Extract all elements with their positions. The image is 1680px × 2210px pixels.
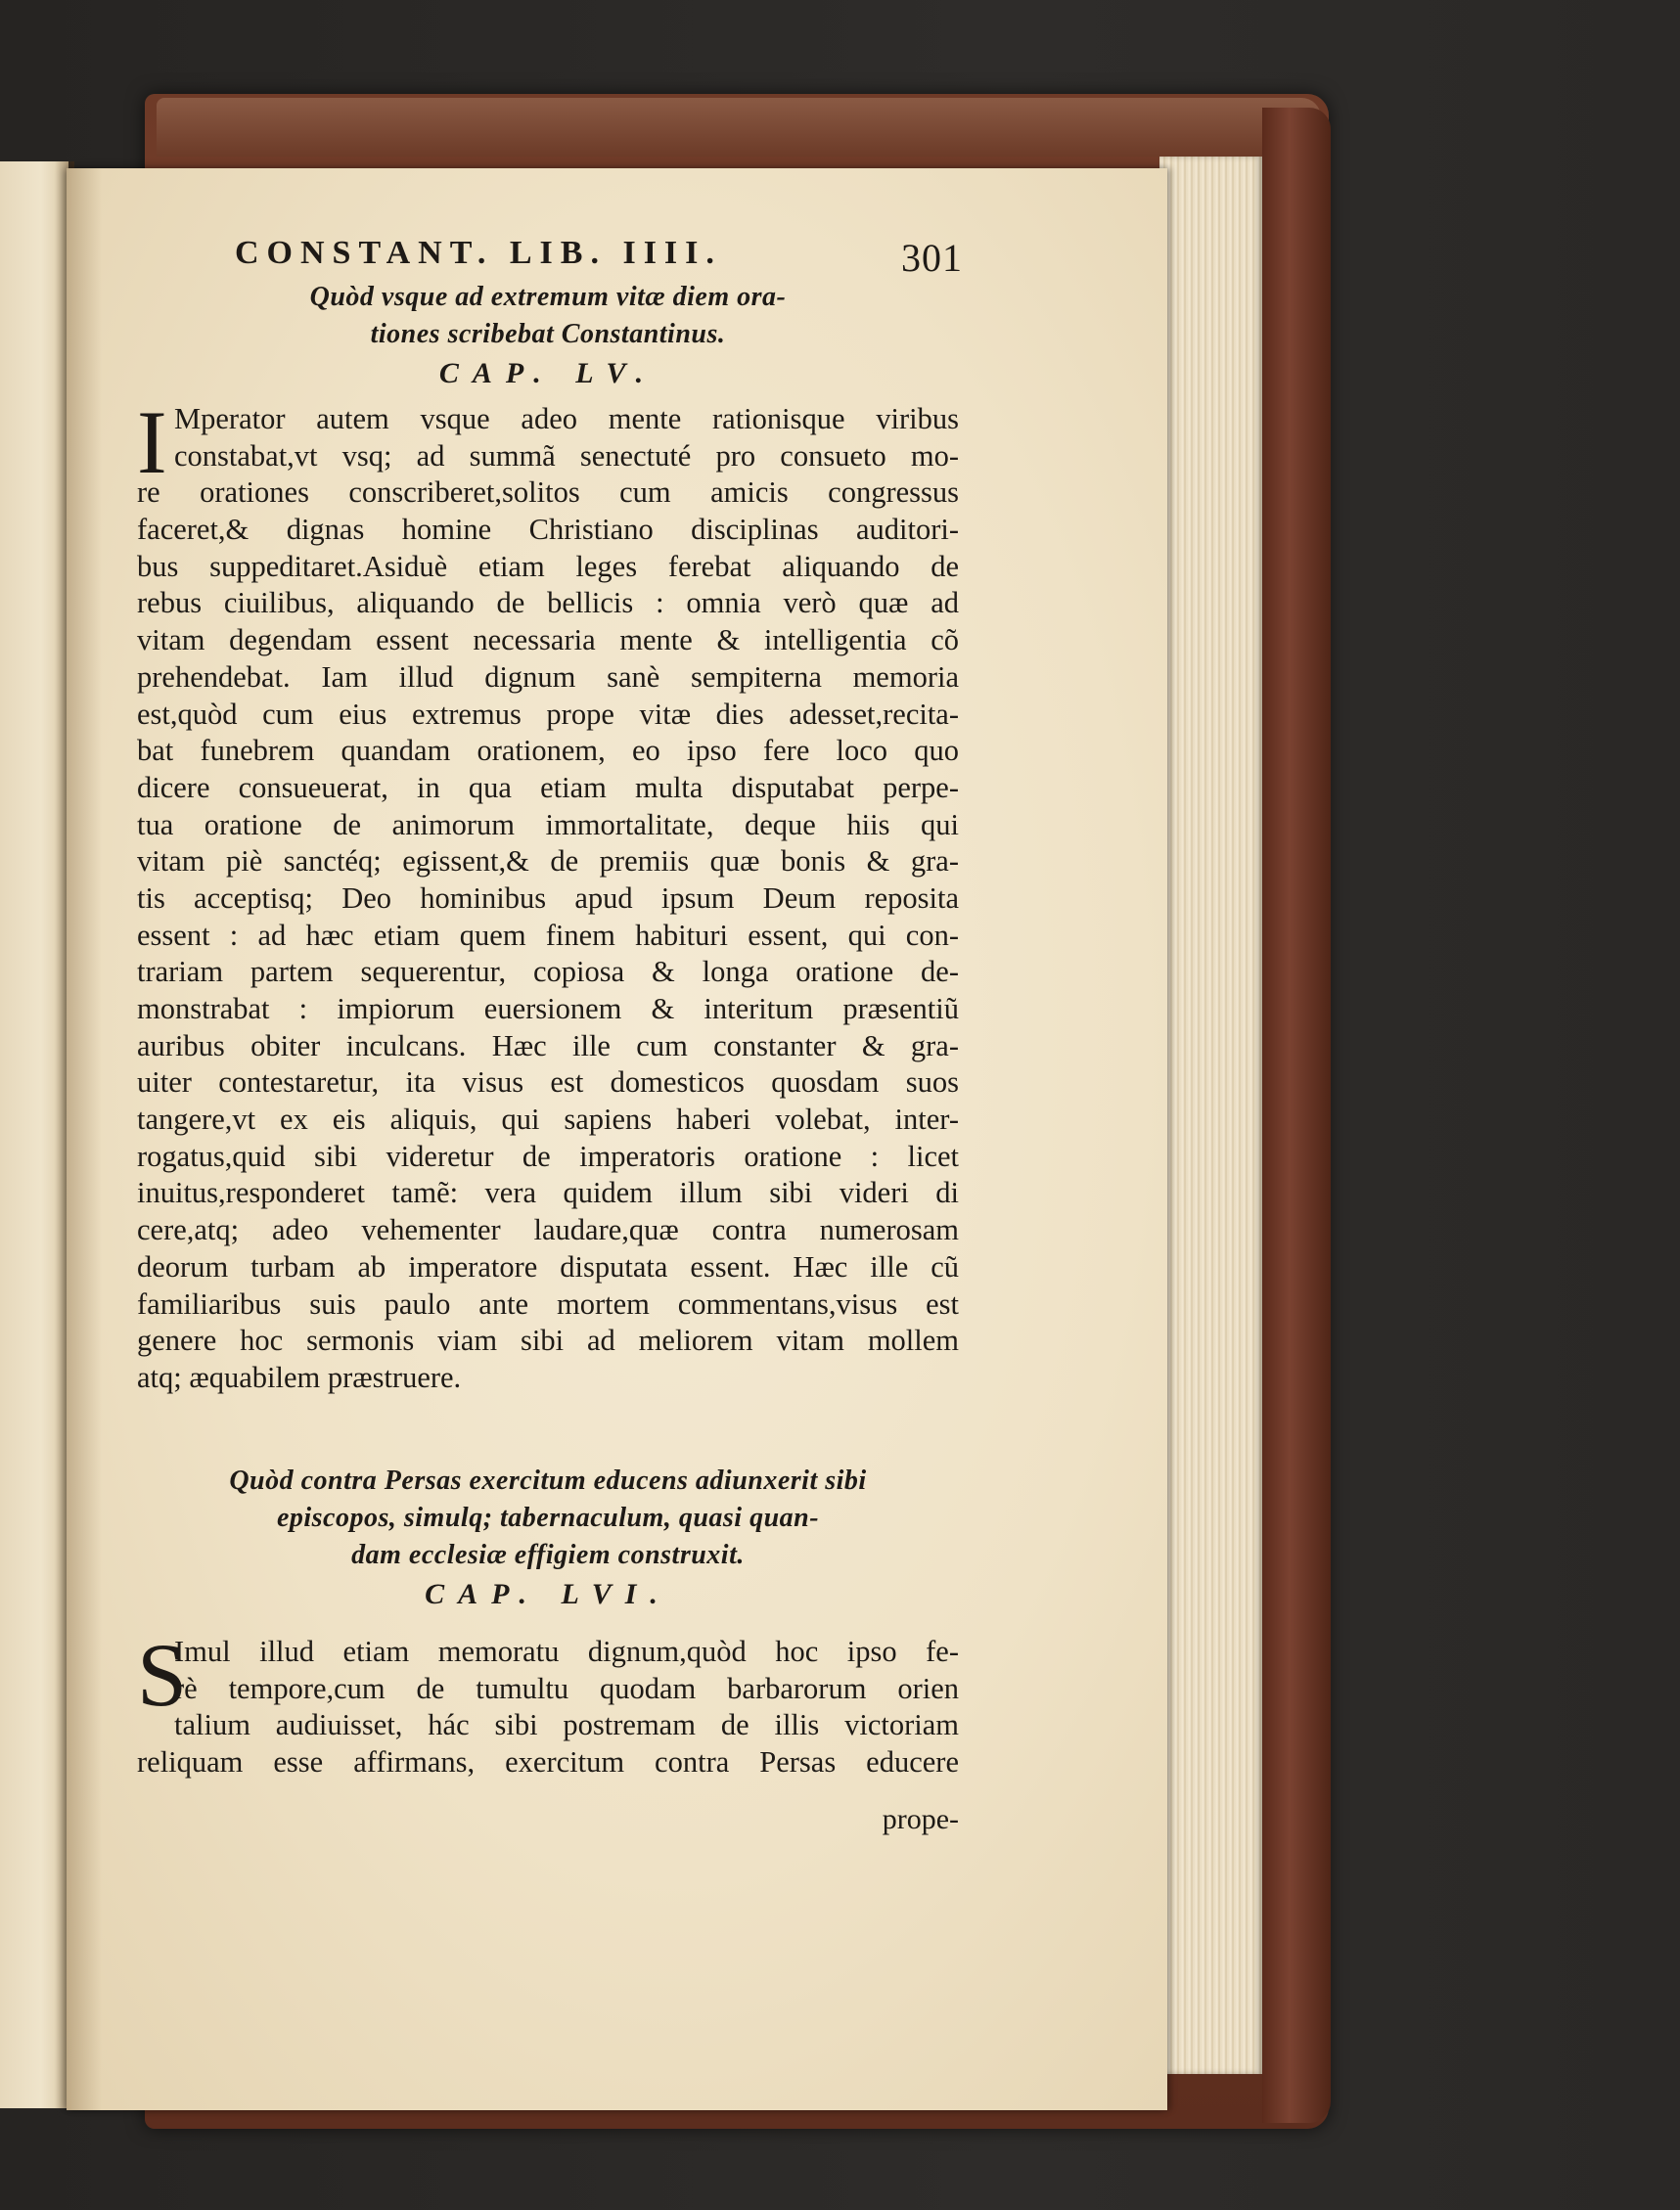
page-edges <box>1159 157 1262 2074</box>
text-line: prehendebat. Iam illud dignum sanè sempiterna memoria <box>137 659 959 694</box>
text-line: atq; æquabilem præstruere. <box>137 1360 462 1394</box>
page-gutter <box>67 168 102 2110</box>
running-head <box>235 235 963 280</box>
text-line: bus suppeditaret.Asiduè etiam leges ferebat aliquando de <box>137 549 959 583</box>
text-line: constabat,vt vsq; ad summã senectuté pro consueto mo- <box>174 438 959 473</box>
text-line: genere hoc sermonis viam sibi ad meliorem vitam mollem <box>137 1324 959 1358</box>
chapter-rubric-line: Quòd vsque ad extremum vitæ diem ora- <box>309 282 787 312</box>
chapter-55-body <box>137 392 959 1397</box>
text-line: rebus ciuilibus, aliquando de bellicis : omnia verò quæ ad <box>137 586 959 620</box>
chapter-rubric-line: Quòd contra Persas exercitum educens adiunxerit sibi <box>229 1466 867 1496</box>
text-line: essent : ad hæc etiam quem finem habituri essent, qui con- <box>137 918 959 952</box>
text-line: bat funebrem quandam orationem, eo ipso fere loco quo <box>137 734 959 768</box>
chapter-rubric-line: tiones scribebat Constantinus. <box>370 319 726 349</box>
text-line: auribus obiter inculcans. Hæc ille cum constanter & gra- <box>137 1028 959 1062</box>
chapter-55-heading <box>137 279 959 394</box>
text-line: Imul illud etiam memoratu dignum,quòd hoc ipso fe- <box>174 1635 959 1668</box>
text-line: vitam piè sanctéq; egissent,& de premiis quæ bonis & gra- <box>137 844 959 879</box>
text-line: tangere,vt ex eis aliquis, qui sapiens haberi volebat, inter- <box>137 1103 959 1137</box>
catchword: prope- <box>882 1803 959 1835</box>
page-number: 301 <box>901 236 963 280</box>
text-line: deorum turbam ab imperatore disputata essent. Hæc ille cũ <box>137 1249 959 1284</box>
chapter-rubric-line: episcopos, simulq; tabernaculum, quasi quan- <box>276 1503 820 1533</box>
text-line: vitam degendam essent necessaria mente & intelligentia cõ <box>137 623 959 657</box>
text-line: trariam partem sequerentur, copiosa & longa oratione de- <box>137 955 959 989</box>
drop-cap: S <box>137 1625 188 1725</box>
book-cover-fore-edge <box>1262 108 1331 2123</box>
text-line: cere,atq; adeo vehementer laudare,quæ contra numerosam <box>137 1213 959 1247</box>
chapter-number: CAP. LV. <box>438 357 658 389</box>
drop-cap: I <box>137 392 167 492</box>
text-line: talium audiuisset, hác sibi postremam de illis victoriam <box>174 1708 959 1742</box>
chapter-56-heading <box>137 1463 959 1615</box>
text-line: tis acceptisq; Deo hominibus apud ipsum Deum reposita <box>137 880 959 915</box>
text-line: reliquam esse affirmans, exercitum contra Persas educere <box>137 1745 959 1780</box>
text-line: rogatus,quid sibi videretur de imperatoris oratione : licet <box>137 1139 959 1173</box>
chapter-56-body <box>137 1625 959 1782</box>
text-line: inuitus,responderet tamẽ: vera quidem illum sibi videri di <box>137 1176 959 1210</box>
text-line: familiaribus suis paulo ante mortem commentans,visus est <box>137 1286 959 1321</box>
book-cover-top-edge <box>157 98 1321 157</box>
text-line: dicere consueuerat, in qua etiam multa disputabat perpe- <box>137 770 959 804</box>
text-line: est,quòd cum eius extremus prope vitæ dies adesset,recita- <box>137 697 959 731</box>
text-line: uiter contestaretur, ita visus est domesticos quosdam suos <box>137 1065 959 1100</box>
text-line: Mperator autem vsque adeo mente rationisque viribus <box>174 402 959 435</box>
chapter-rubric-line: dam ecclesiæ effigiem construxit. <box>351 1540 745 1570</box>
text-line: monstrabat : impiorum euersionem & interitum præsentiũ <box>137 992 959 1025</box>
running-head-title: CONSTANT. LIB. IIII. <box>235 235 722 271</box>
chapter-number: CAP. LVI. <box>425 1578 671 1610</box>
text-line: rè tempore,cum de tumultu quodam barbarorum orien <box>174 1671 959 1705</box>
text-line: re orationes conscriberet,solitos cum amicis congressus <box>137 475 959 510</box>
text-line: tua oratione de animorum immortalitate, deque hiis qui <box>137 807 959 841</box>
text-line: faceret,& dignas homine Christiano disciplinas auditori- <box>137 513 959 547</box>
